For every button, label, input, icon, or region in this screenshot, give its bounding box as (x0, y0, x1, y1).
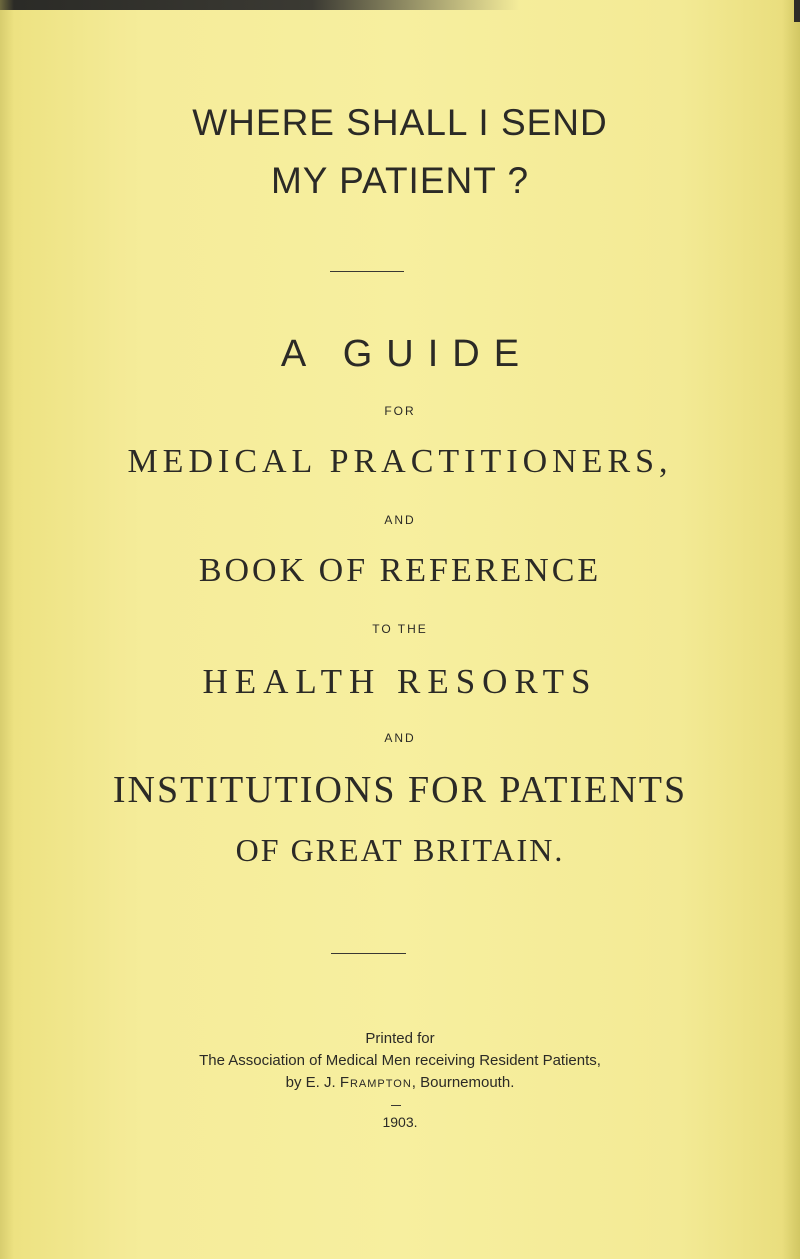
printer-name: Frampton (339, 1074, 412, 1091)
printed-for-line: Printed for (365, 1030, 435, 1047)
main-title-line-1: WHERE SHALL I SEND (192, 102, 608, 143)
audience-line: MEDICAL PRACTITIONERS, (127, 443, 673, 480)
to-the-label: TO THE (372, 622, 428, 636)
imprint-divider-rule (331, 953, 406, 954)
and-label-1: AND (384, 513, 416, 527)
region-line: OF GREAT BRITAIN. (235, 832, 565, 868)
and-label-2: AND (384, 731, 416, 745)
year-divider-rule (391, 1105, 401, 1106)
guide-heading: A GUIDE (280, 333, 534, 375)
printer-place: , Bournemouth. (411, 1074, 515, 1091)
scan-top-edge (0, 0, 520, 10)
scan-corner-mark (794, 0, 800, 22)
title-divider-rule (330, 271, 404, 272)
book-of-reference-line: BOOK OF REFERENCE (198, 552, 602, 589)
year-line: 1903. (382, 1114, 418, 1130)
printer-prefix: by E. J. (285, 1074, 340, 1091)
main-title-line-2: MY PATIENT ? (270, 160, 530, 201)
health-resorts-line: HEALTH RESORTS (202, 662, 598, 701)
for-label: FOR (384, 404, 416, 418)
association-line: The Association of Medical Men receiving Resident Patients, (199, 1052, 601, 1069)
printer-line (0, 1074, 800, 1091)
institutions-line: INSTITUTIONS FOR PATIENTS (112, 769, 688, 811)
